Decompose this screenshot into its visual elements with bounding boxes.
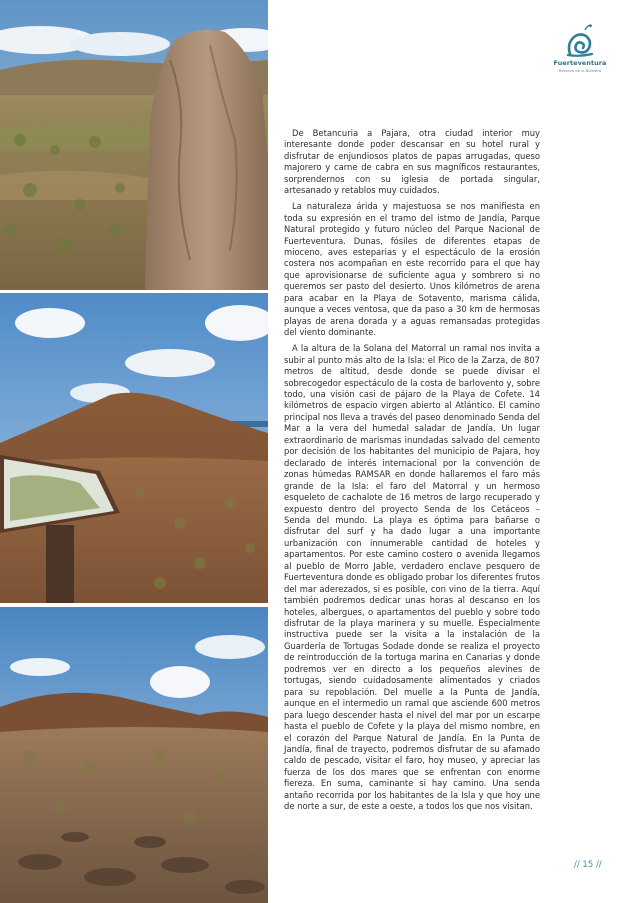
photo-volcano-signboard	[0, 293, 268, 603]
snail-spiral-icon	[565, 24, 595, 58]
photo-standing-stone	[0, 0, 268, 290]
logo-subtitle: Reserva de la Biosfera	[558, 68, 602, 73]
fuerteventura-logo	[550, 24, 610, 73]
paragraph-matorral: A la altura de la Solana del Matorral un ramal nos invita a subir al punto más alto de la Isla: el Pico de la Zarza, de 807 metros de altitud, desde donde se puede divisar el sobrecogedor espectáculo de la costa de barlovento y, sobre todo, una visión casi de pájaro de la Playa de Cofete. 14 kilómetros de espacio virgen abierto al Atlántico. El camino principal nos lleva a través del paseo denominado Senda del Mar a la vera del humedal saladar de Jandía. Un lugar extraordinario de marismas inundadas salvado del cemento por decisión de los habitantes del municipio de Pajara, hoy declarado de interés internacional por la convención de zonas húmedas RAMSAR en donde hallaremos el faro más grande de la Isla: el faro del Matorral y un hermoso esqueleto de cachalote de 16 metros de largo recuperado y expuesto dentro del proyecto Senda de los Cetáceos – Senda del mundo. La playa es óptima para bañarse o disfrutar del surf y ha dado lugar a una importante urbanización con innumerable cantidad de hoteles y apartamentos. Por este camino costero o avenida llegamos al pueblo de Morro Jable, verdadero enclave pesquero de Fuerteventura donde es obligado probar los diferentes frutos del mar aderezados, si es posible, con vino de la tierra. Aquí también podremos dedicar unas horas al descanso en los hoteles, albergues, o apartamentos del pueblo y sobre todo disfrutar de la playa marinera y su muelle. Especialmente instructiva puede ser la visita a la instalación de la Guardería de Tortugas Sodade donde se realiza el proyecto de reintroducción de la tortuga marina en Canarias y donde podremos ver en directo a los pequeños alevines de tortugas, siendo cuidadosamente alimentados y criados para su repoblación. Del muelle a la Punta de Jandía, aunque en el intermedio un ramal que asciende 600 metros para luego descender hasta el nivel del mar por un escarpe hasta el pueblo de Cofete y la playa del mismo nombre, en el corazón del Parque Natural de Jandía. En la Punta de Jandía, final de trayecto, podremos disfrutar de su afamado caldo de pescado, visitar el faro, hoy museo, y apreciar las fuerza de los dos mares que se enfrentan con enorme fiereza. En suma, caminante si hay camino. Una senda antaño recorrida por los habitantes de la Isla y que hoy une de norte a sur, de este a oeste, a todos los que nos visitan.	[284, 343, 540, 812]
photo-rocky-plain	[0, 607, 268, 903]
page-number: // 15 //	[574, 860, 602, 870]
paragraph-jandia: La naturaleza árida y majestuosa se nos manifiesta en toda su expresión en el tramo del istmo de Jandía, Parque Natural protegido y futuro núcleo del Parque Nacional de Fuerteventura. Dunas, fósiles de diferentes etapas de mioceno, aves esteparias y el espectáculo de la erosión costera nos acompañan en este recorrido para el que hay que aprovisionarse de suficiente agua y sombrero si no queremos ser pasto del desierto. Unos kilómetros de arena para acabar en la Playa de Sotavento, marisma cálida, aunque a veces ventosa, que da paso a 30 km de hermosas playas de arena dorada y a aguas remansadas protegidas del viento dominante.	[284, 201, 540, 338]
paragraph-betancuria: De Betancuria a Pajara, otra ciudad interior muy interesante donde poder descansar en su hotel rural y disfrutar de enjundiosos platos de papas arrugadas, queso majorero y carne de cabra en sus magníficos restaurantes, sorprendernos con su iglesia de portada singular, artesanado y retablos muy cuidados.	[284, 128, 540, 196]
logo-brand-text: Fuerteventura	[553, 59, 607, 67]
article-body	[284, 128, 540, 817]
